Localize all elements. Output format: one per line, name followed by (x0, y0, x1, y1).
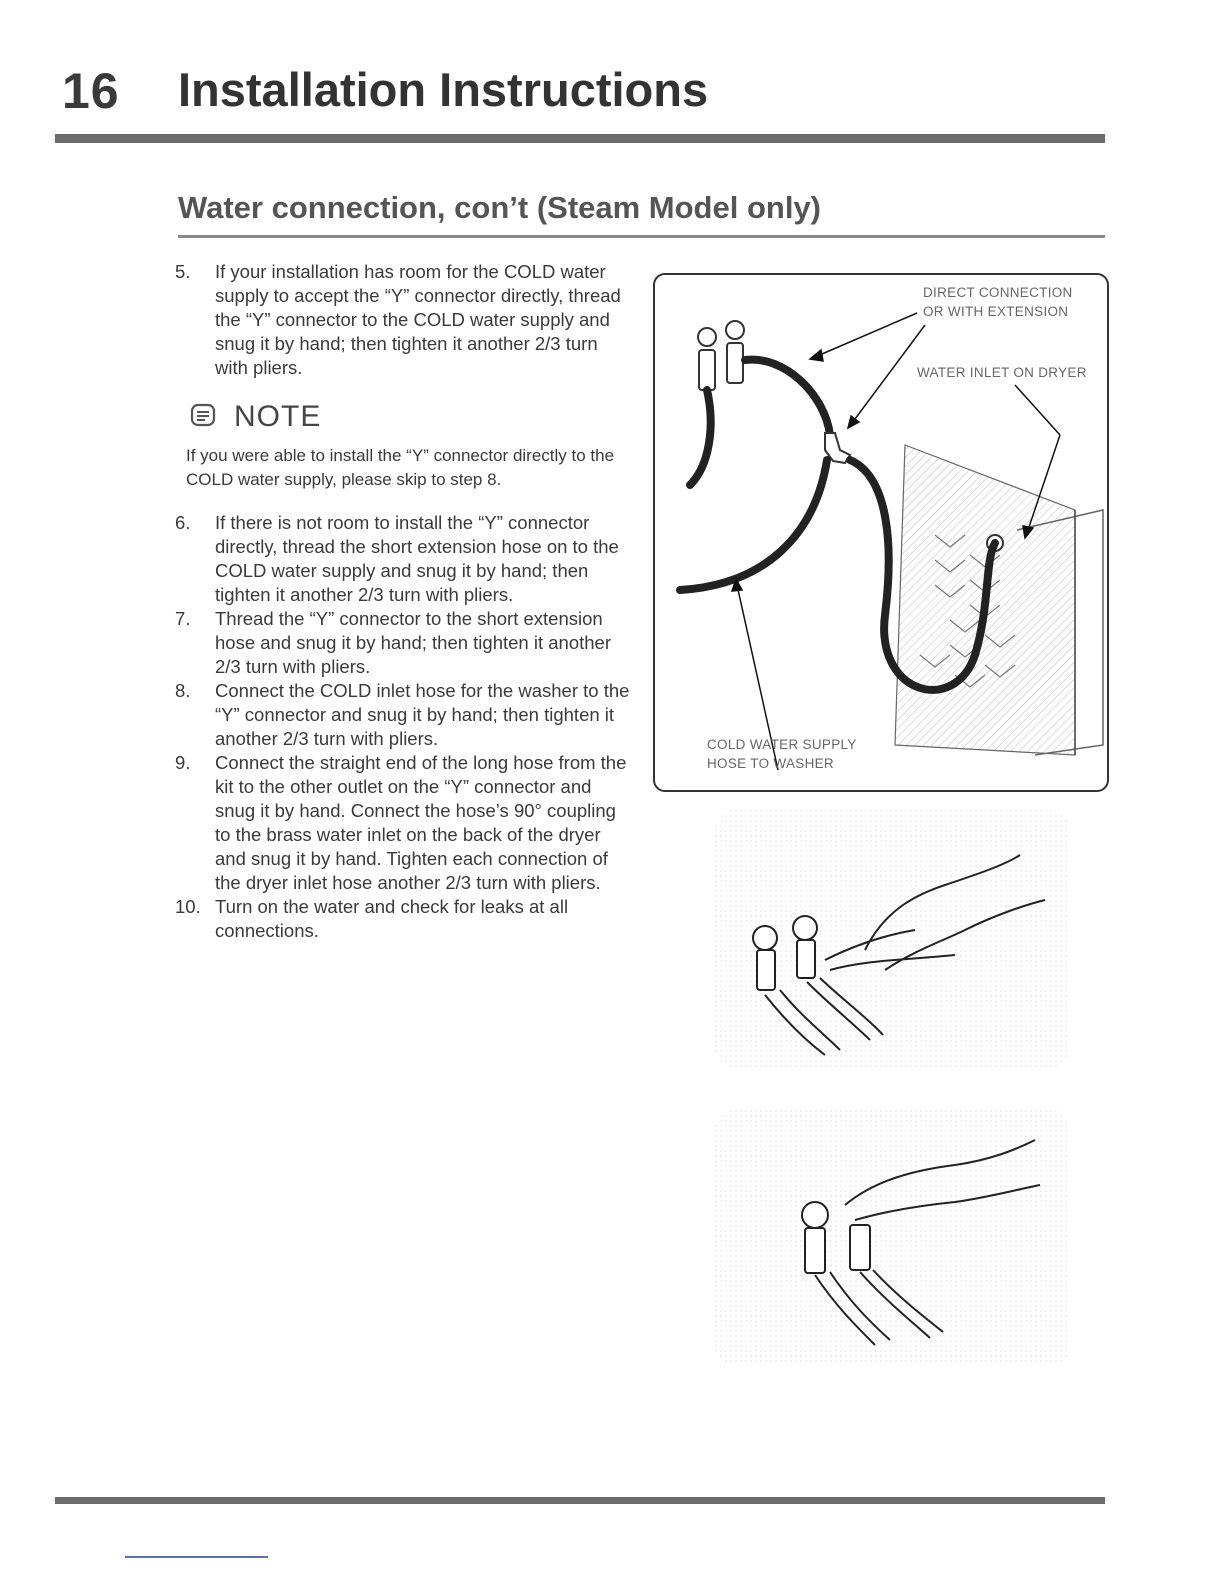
page-number: 16 (62, 63, 120, 119)
pliers-illustration (715, 810, 1070, 1068)
section-title: Water connection, con’t (Steam Model only) (178, 190, 822, 225)
header-rule (55, 134, 1105, 143)
callout-cold-line-1: COLD WATER SUPPLY (707, 737, 857, 752)
hose-extension (745, 360, 830, 435)
step-number: 6. (175, 512, 191, 533)
faucet-handle-left (802, 1202, 828, 1228)
callout-direct-connection (923, 283, 1073, 321)
step-number: 7. (175, 608, 191, 629)
step-number: 5. (175, 261, 191, 282)
step-item (175, 511, 635, 607)
step-text: Thread the “Y” connector to the short extension hose and snug it by hand; then tighten it another 2/3 turn with pliers. (215, 608, 611, 677)
note-heading (190, 400, 321, 434)
footer-rule (55, 1497, 1105, 1504)
step-text: Connect the straight end of the long hose from the kit to the other outlet on the “Y” connector and snug it by hand. Connect the hose’s 90° coupling to the brass water inlet on the back of the dryer and snug it by hand. Tighten each connection of the dryer inlet hose another 2/3 turn with pliers. (215, 752, 627, 893)
steps-list-b (175, 511, 635, 943)
note-icon (190, 402, 216, 433)
step-text: Connect the COLD inlet hose for the washer to the “Y” connector and snug it by hand; then tighten it another 2/3 turn with pliers. (215, 680, 630, 749)
step-item (175, 260, 635, 380)
step-text: Turn on the water and check for leaks at all connections. (215, 896, 569, 941)
callout-direct-line-1: DIRECT CONNECTION (923, 285, 1073, 300)
hand-tighten-illustration (715, 1110, 1070, 1365)
step-number: 8. (175, 680, 191, 701)
step-text: If your installation has room for the COLD water supply to accept the “Y” connector directly, thread the “Y” connector to the COLD water supply and snug it by hand; then tighten it another 2/3 turn with pliers. (215, 261, 621, 378)
step-item (175, 679, 635, 751)
note-label: NOTE (234, 400, 322, 433)
hose-diagram (653, 273, 1109, 792)
step-number: 10. (175, 896, 201, 917)
page-title: Installation Instructions (178, 63, 709, 116)
steps-list-a (175, 260, 635, 380)
footer-link-underline[interactable] (125, 1556, 268, 1558)
hose-washer (680, 460, 827, 590)
faucet-handle-left (753, 926, 777, 950)
hose-diagram-drawing (655, 275, 1107, 790)
callout-direct-line-2: OR WITH EXTENSION (923, 304, 1069, 319)
step-text: If there is not room to install the “Y” connector directly, thread the short extension hose on to the COLD water supply and snug it by hand; then tighten it another 2/3 turn with pliers. (215, 512, 619, 605)
step-item (175, 751, 635, 895)
callout-cold-line-2: HOSE TO WASHER (707, 756, 834, 771)
faucet-left (698, 328, 716, 390)
callout-water-inlet: WATER INLET ON DRYER (917, 365, 1087, 380)
callout-cold-water-supply (707, 735, 857, 773)
step-item (175, 607, 635, 679)
step-item (175, 895, 635, 943)
step-number: 9. (175, 752, 191, 773)
faucet-right (726, 321, 744, 383)
hose-hot (690, 390, 711, 485)
note-text: If you were able to install the “Y” connector directly to the COLD water supply, please skip to step 8. (186, 446, 615, 489)
section-rule (178, 235, 1105, 238)
faucet-handle-right (793, 916, 817, 940)
